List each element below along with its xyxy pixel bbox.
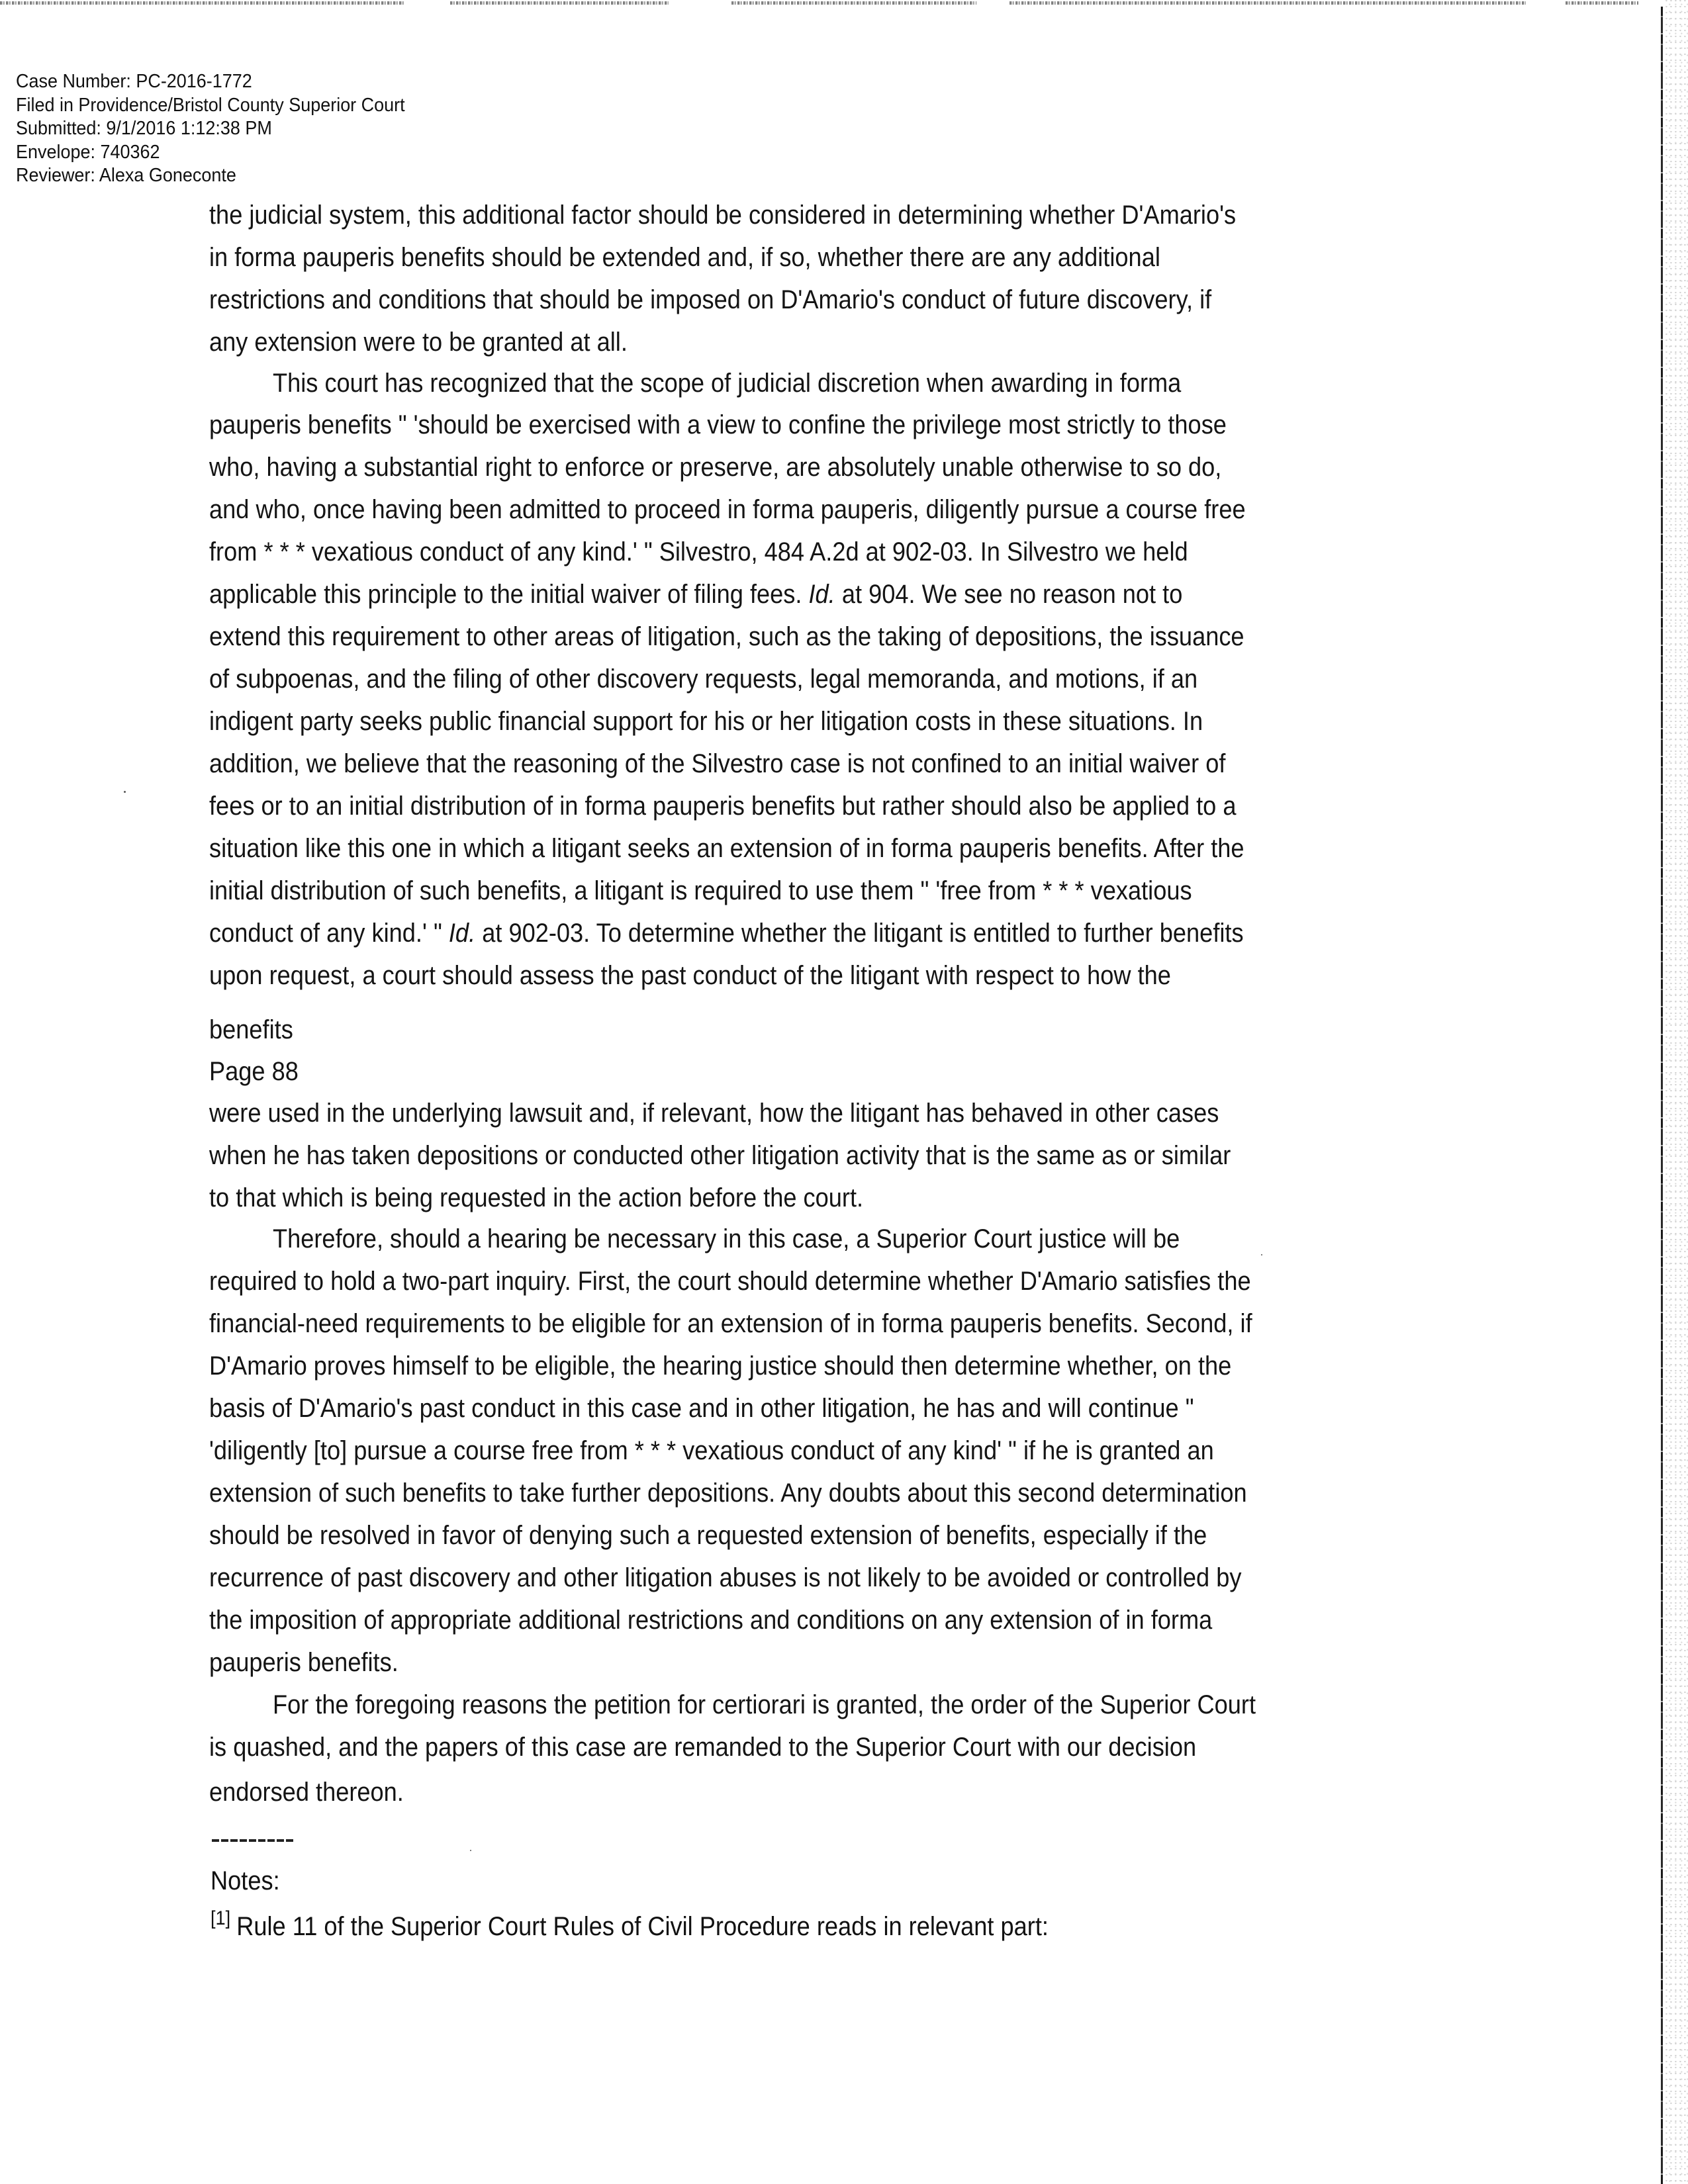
footnote-1 bbox=[211, 1901, 1049, 1944]
page-marker: Page 88 bbox=[209, 1057, 299, 1086]
paragraph-start: Therefore, should a hearing be necessary in this case, a Superior Court justice will be bbox=[273, 1224, 1180, 1253]
body-line: any extension were to be granted at all. bbox=[209, 328, 628, 357]
body-line: upon request, a court should assess the past conduct of the litigant with respect to how the bbox=[209, 961, 1171, 990]
paragraph-start: For the foregoing reasons the petition for certiorari is granted, the order of the Superior Court bbox=[273, 1690, 1256, 1719]
scan-speck bbox=[124, 791, 126, 793]
body-line: extension of such benefits to take further depositions. Any doubts about this second determination bbox=[209, 1479, 1247, 1508]
body-line: from * * * vexatious conduct of any kind.' " Silvestro, 484 A.2d at 902-03. In Silvestro we held bbox=[209, 537, 1188, 567]
body-line: pauperis benefits. bbox=[209, 1648, 399, 1677]
body-line: addition, we believe that the reasoning of the Silvestro case is not confined to an initial waiver of bbox=[209, 749, 1226, 778]
body-line bbox=[209, 920, 1244, 946]
scan-artifact-right-edge bbox=[1661, 7, 1663, 2184]
body-line: restrictions and conditions that should be imposed on D'Amario's conduct of future discovery, if bbox=[209, 285, 1212, 314]
notes-heading: Notes: bbox=[211, 1866, 280, 1895]
submitted-timestamp: Submitted: 9/1/2016 1:12:38 PM bbox=[16, 118, 272, 139]
body-line: the judicial system, this additional factor should be considered in determining whether D'Amario's bbox=[209, 201, 1237, 230]
body-text-segment: applicable this principle to the initial waiver of filing fees. bbox=[209, 580, 802, 609]
body-line: the imposition of appropriate additional restrictions and conditions on any extension of in forma bbox=[209, 1606, 1213, 1635]
body-line: recurrence of past discovery and other litigation abuses is not likely to be avoided or controlled by bbox=[209, 1563, 1242, 1592]
body-line: fees or to an initial distribution of in forma pauperis benefits but rather should also be applied to a bbox=[209, 792, 1237, 821]
citation-id: Id. bbox=[448, 919, 476, 948]
footnote-marker: [1] bbox=[211, 1907, 231, 1929]
body-line: in forma pauperis benefits should be extended and, if so, whether there are any additional bbox=[209, 243, 1160, 272]
body-line: benefits bbox=[209, 1015, 293, 1044]
body-line: initial distribution of such benefits, a litigant is required to use them " 'free from * * * vexatious bbox=[209, 876, 1192, 905]
body-line: endorsed thereon. bbox=[209, 1778, 404, 1807]
body-line: D'Amario proves himself to be eligible, the hearing justice should then determine whether, on the bbox=[209, 1351, 1232, 1381]
body-line: pauperis benefits " 'should be exercised with a view to confine the privilege most strictly to those bbox=[209, 410, 1227, 439]
paragraph-start: This court has recognized that the scope of judicial discretion when awarding in forma bbox=[273, 369, 1182, 398]
body-line: required to hold a two-part inquiry. First, the court should determine whether D'Amario satisfies the bbox=[209, 1267, 1251, 1296]
notes-separator bbox=[212, 1839, 295, 1842]
body-text-segment: conduct of any kind.' " bbox=[209, 919, 442, 948]
body-line: extend this requirement to other areas of litigation, such as the taking of depositions, the issuance bbox=[209, 622, 1244, 651]
case-number: Case Number: PC-2016-1772 bbox=[16, 71, 252, 92]
body-line: 'diligently [to] pursue a course free from * * * vexatious conduct of any kind' " if he is granted an bbox=[209, 1436, 1214, 1465]
body-line: to that which is being requested in the action before the court. bbox=[209, 1183, 864, 1212]
reviewer-name: Reviewer: Alexa Goneconte bbox=[16, 165, 236, 186]
scan-artifact-right-noise bbox=[1665, 0, 1688, 2184]
body-line: and who, once having been admitted to proceed in forma pauperis, diligently pursue a course free bbox=[209, 495, 1246, 524]
scan-artifact-top bbox=[0, 0, 1688, 8]
body-line: financial-need requirements to be eligible for an extension of in forma pauperis benefits. Second, if bbox=[209, 1309, 1252, 1338]
envelope-number: Envelope: 740362 bbox=[16, 141, 160, 163]
scan-speck bbox=[470, 1850, 471, 1851]
body-line: basis of D'Amario's past conduct in this case and in other litigation, he has and will continue " bbox=[209, 1394, 1194, 1423]
body-line: is quashed, and the papers of this case are remanded to the Superior Court with our decision bbox=[209, 1733, 1197, 1762]
scan-speck bbox=[1261, 1254, 1262, 1255]
body-line: when he has taken depositions or conducted other litigation activity that is the same as or similar bbox=[209, 1141, 1231, 1170]
body-line: were used in the underlying lawsuit and, if relevant, how the litigant has behaved in other cases bbox=[209, 1099, 1219, 1128]
body-text-segment: at 904. We see no reason not to bbox=[841, 580, 1183, 609]
body-line: situation like this one in which a litigant seeks an extension of in forma pauperis benefits. After the bbox=[209, 834, 1244, 863]
body-text-segment: at 902-03. To determine whether the litigant is entitled to further benefits bbox=[482, 919, 1244, 948]
citation-id: Id. bbox=[808, 580, 835, 609]
body-line bbox=[209, 581, 1182, 608]
body-line: indigent party seeks public financial support for his or her litigation costs in these situations. In bbox=[209, 707, 1203, 736]
body-line: of subpoenas, and the filing of other discovery requests, legal memoranda, and motions, if an bbox=[209, 664, 1198, 694]
filing-stamp bbox=[16, 70, 405, 188]
body-line: who, having a substantial right to enforce or preserve, are absolutely unable otherwise to so do, bbox=[209, 453, 1222, 482]
body-line: should be resolved in favor of denying such a requested extension of benefits, especially if the bbox=[209, 1521, 1207, 1550]
filed-in-court: Filed in Providence/Bristol County Superior Court bbox=[16, 94, 405, 116]
footnote-text: Rule 11 of the Superior Court Rules of Civil Procedure reads in relevant part: bbox=[236, 1912, 1049, 1941]
